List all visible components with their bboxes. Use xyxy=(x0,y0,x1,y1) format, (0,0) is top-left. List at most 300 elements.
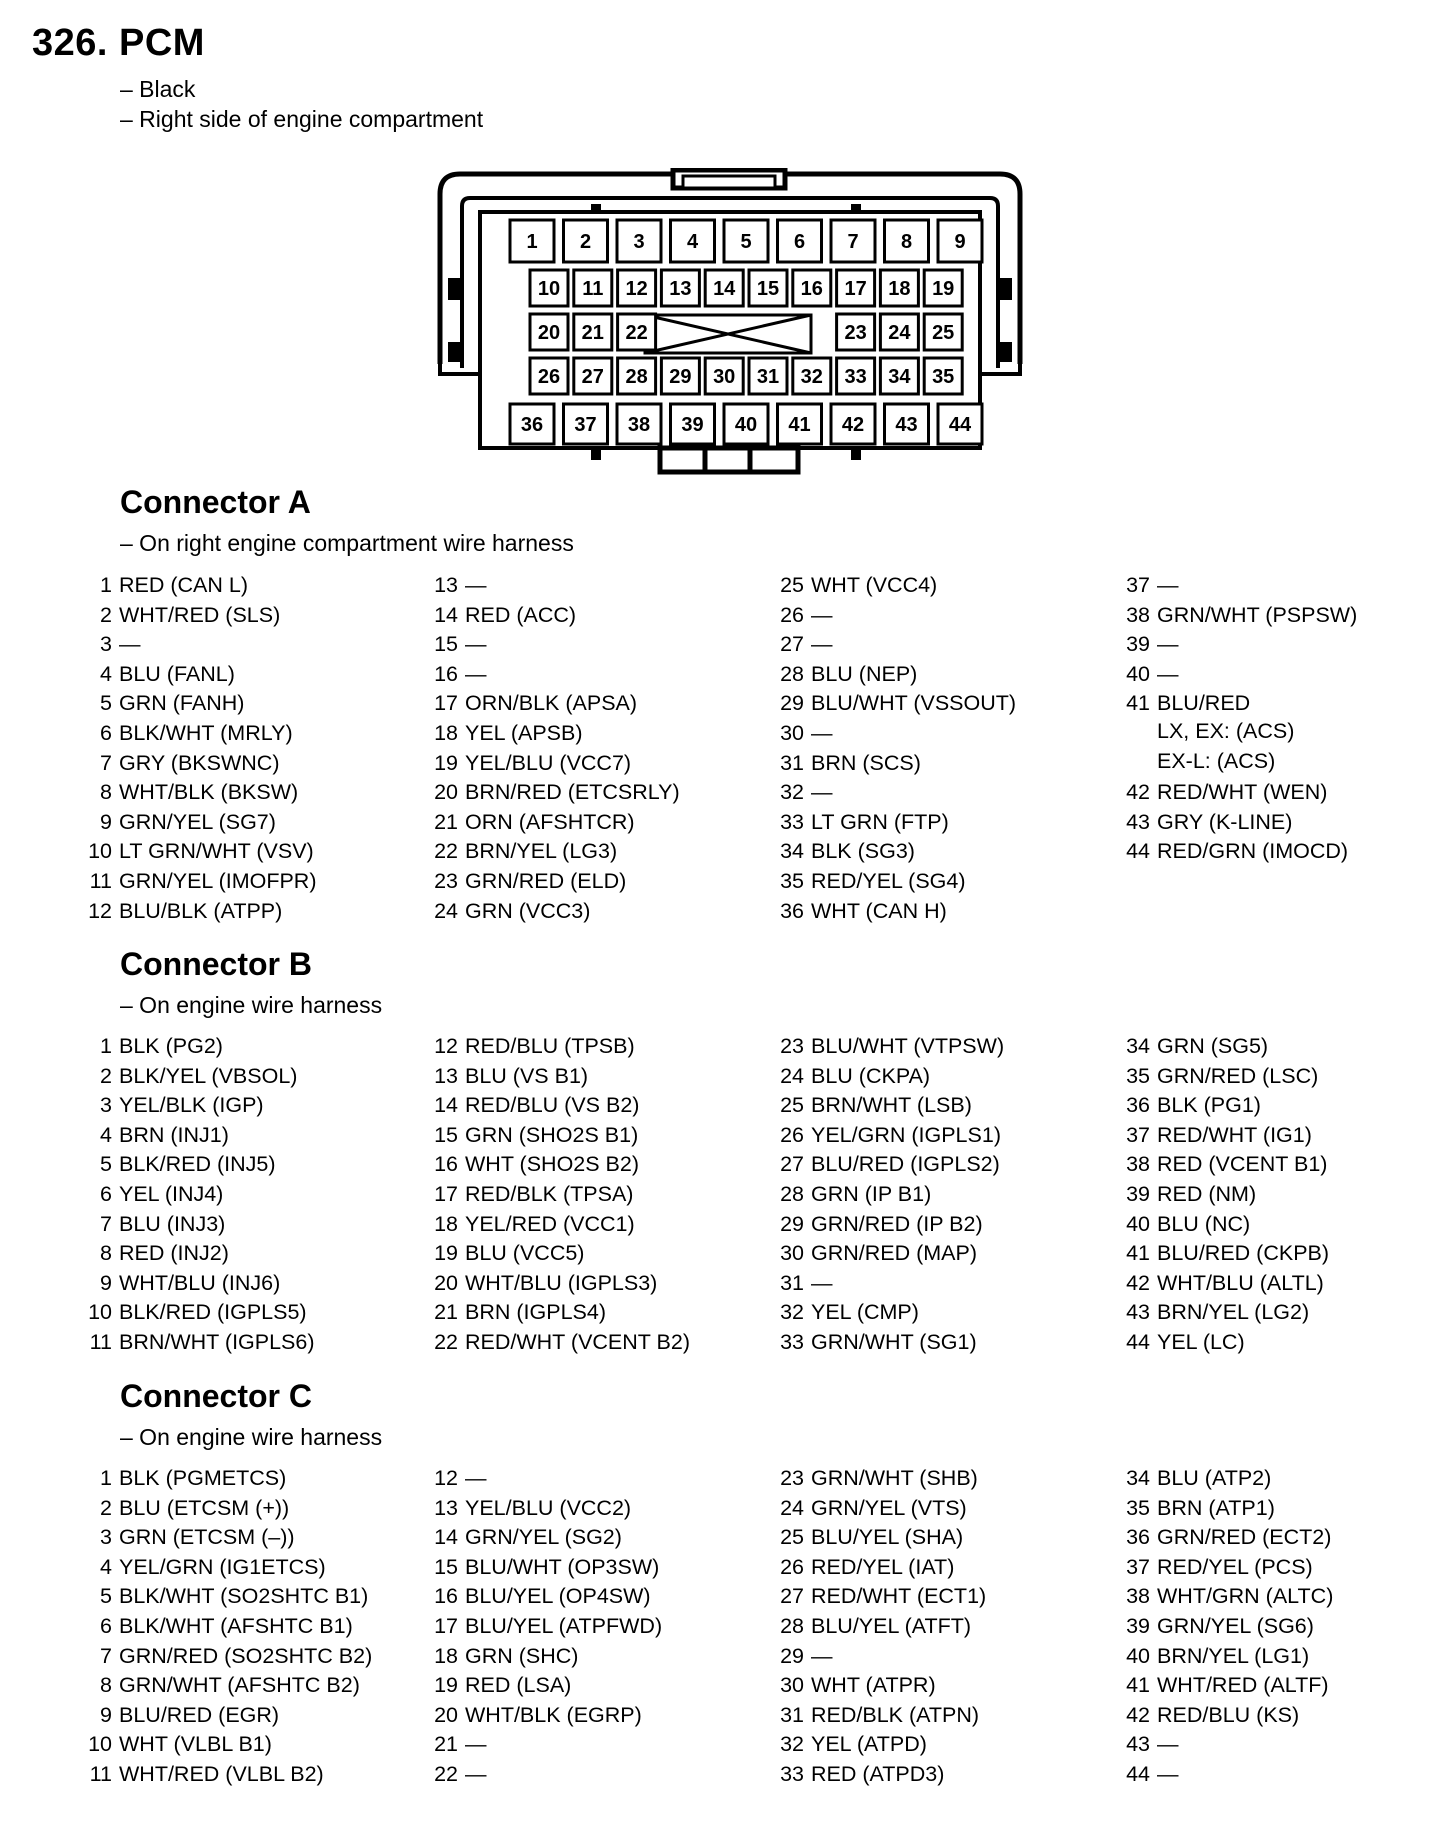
pin-row xyxy=(1112,1671,1374,1701)
pin-row xyxy=(74,1642,420,1672)
wire-label: RED (INJ2) xyxy=(119,1241,229,1266)
pin-row xyxy=(766,719,1112,749)
pin-row xyxy=(766,867,1112,897)
pin-number: 28 xyxy=(780,1613,804,1638)
wire-label: WHT (VCC4) xyxy=(811,573,938,597)
pin-row xyxy=(420,1091,766,1121)
wire-label: RED (ACC) xyxy=(465,602,577,627)
wire-label: — xyxy=(811,720,833,745)
wire-label: — xyxy=(811,1643,833,1668)
pin-cell xyxy=(793,270,831,306)
pin-number: 17 xyxy=(434,1181,458,1206)
pin-row xyxy=(766,1671,1112,1701)
pin-number: 24 xyxy=(434,898,458,923)
wire-label: YEL (INJ4) xyxy=(119,1181,224,1206)
pin-row xyxy=(74,719,420,749)
pin-cell xyxy=(671,404,715,444)
pin-number: 29 xyxy=(780,691,804,716)
pin-row xyxy=(74,749,420,779)
pin-row xyxy=(766,808,1112,838)
pin-number: 22 xyxy=(434,1329,458,1354)
pin-number: 34 xyxy=(780,839,804,864)
pin-number: 27 xyxy=(780,1152,804,1177)
pin-number: 30 xyxy=(780,1241,804,1266)
pin-row xyxy=(1112,1642,1374,1672)
wire-label: BLK/YEL (VBSOL) xyxy=(119,1063,298,1088)
pin-row xyxy=(420,1239,766,1269)
pin-row xyxy=(1112,630,1374,660)
wire-label: GRN/YEL (IMOFPR) xyxy=(119,868,317,893)
wire-label: WHT/BLU (IGPLS3) xyxy=(465,1270,658,1295)
svg-text:17: 17 xyxy=(844,278,867,300)
wire-label: WHT/BLK (EGRP) xyxy=(465,1702,642,1727)
wire-label: BLU/RED (EGR) xyxy=(119,1702,280,1727)
pin-cell xyxy=(564,220,608,262)
pin-cell xyxy=(885,220,929,262)
pin-number: 3 xyxy=(100,1093,112,1118)
connector-b-pin-list xyxy=(74,1032,1374,1358)
wire-label: WHT/RED (SLS) xyxy=(119,602,281,627)
wire-label: RED/WHT (ECT1) xyxy=(811,1584,987,1609)
pin-row xyxy=(74,1150,420,1180)
pin-row-continuation xyxy=(1112,719,1374,749)
pin-cell xyxy=(661,358,699,394)
pin-row xyxy=(420,1032,766,1062)
connector-a-subtitle: – On right engine compartment wire harness xyxy=(120,530,574,556)
pin-number: 39 xyxy=(1126,1181,1150,1206)
pin-row xyxy=(1112,1121,1374,1151)
pin-number: 10 xyxy=(88,1300,112,1325)
pin-number: 30 xyxy=(780,720,804,745)
svg-text:5: 5 xyxy=(740,231,752,253)
pin-row xyxy=(1112,1269,1374,1299)
pin-cell xyxy=(938,220,982,262)
pin-row xyxy=(766,1150,1112,1180)
pin-number: 39 xyxy=(1126,632,1150,657)
pin-row xyxy=(420,1494,766,1524)
wire-label: BLU/WHT (VTPSW) xyxy=(811,1034,1005,1058)
pin-row xyxy=(1112,601,1374,631)
wire-label: GRN/YEL (SG6) xyxy=(1157,1613,1314,1638)
connector-b-title: Connector B xyxy=(120,946,312,982)
svg-text:22: 22 xyxy=(625,322,648,344)
pin-row xyxy=(420,1760,766,1790)
wire-label: RED/YEL (SG4) xyxy=(811,868,966,893)
wire-label: GRY (BKSWNC) xyxy=(119,750,280,775)
svg-text:32: 32 xyxy=(800,366,823,388)
wire-label: BLU/BLK (ATPP) xyxy=(119,898,283,923)
pin-row xyxy=(74,1760,420,1790)
pin-row xyxy=(1112,1298,1374,1328)
pin-row xyxy=(420,837,766,867)
pin-row xyxy=(420,1730,766,1760)
pin-number: 26 xyxy=(780,602,804,627)
pin-row xyxy=(74,660,420,690)
wire-label: — xyxy=(811,602,833,627)
pin-row xyxy=(766,749,1112,779)
pin-number: 36 xyxy=(1126,1093,1150,1118)
wire-label: YEL/GRN (IG1ETCS) xyxy=(119,1554,326,1579)
wire-label: BLU (NC) xyxy=(1157,1211,1251,1236)
pin-number: 1 xyxy=(100,1034,112,1058)
pin-row xyxy=(74,1730,420,1760)
wire-label: BLK/RED (IGPLS5) xyxy=(119,1300,307,1325)
pin-row xyxy=(420,660,766,690)
pin-row xyxy=(420,601,766,631)
pin-number: 7 xyxy=(100,1643,112,1668)
pin-row xyxy=(1112,1062,1374,1092)
pin-row xyxy=(766,630,1112,660)
svg-text:33: 33 xyxy=(844,366,867,388)
wire-label: GRN/WHT (PSPSW) xyxy=(1157,602,1358,627)
pin-number: 18 xyxy=(434,1643,458,1668)
pin-cell xyxy=(924,358,962,394)
wire-label: — xyxy=(465,573,487,597)
pin-row xyxy=(766,1239,1112,1269)
pin-row xyxy=(420,571,766,601)
pin-row xyxy=(420,719,766,749)
pin-row xyxy=(74,1671,420,1701)
wire-label: BLU/YEL (SHA) xyxy=(811,1525,964,1550)
pin-number: 42 xyxy=(1126,1270,1150,1295)
pin-number: 40 xyxy=(1126,1643,1150,1668)
svg-text:19: 19 xyxy=(932,278,955,300)
pin-number: 12 xyxy=(434,1034,458,1058)
wire-label: BLU (CKPA) xyxy=(811,1063,931,1088)
wire-label: GRN/RED (IP B2) xyxy=(811,1211,983,1236)
pin-number: 28 xyxy=(780,1181,804,1206)
connector-a-pin-list xyxy=(74,571,1374,926)
wire-label: GRN (VCC3) xyxy=(465,898,591,923)
pin-number: 17 xyxy=(434,1613,458,1638)
wire-variant-label: LX, EX: (ACS) xyxy=(1157,718,1295,743)
wire-label: BLU/RED (IGPLS2) xyxy=(811,1152,1000,1177)
svg-text:39: 39 xyxy=(681,414,704,436)
pin-number: 14 xyxy=(434,1093,458,1118)
wire-label: WHT/RED (ALTF) xyxy=(1157,1673,1329,1698)
pin-number: 31 xyxy=(780,1270,804,1295)
pin-row xyxy=(74,1612,420,1642)
wire-label: RED/GRN (IMOCD) xyxy=(1157,839,1349,864)
pin-row xyxy=(1112,1150,1374,1180)
pin-number: 21 xyxy=(434,809,458,834)
wire-label: BLK/WHT (AFSHTC B1) xyxy=(119,1613,353,1638)
wire-label: BLU (ATP2) xyxy=(1157,1466,1272,1490)
pin-number: 1 xyxy=(100,573,112,597)
pin-row xyxy=(420,1210,766,1240)
svg-text:26: 26 xyxy=(537,366,561,388)
pin-row xyxy=(420,1671,766,1701)
wire-label: BLU (VCC5) xyxy=(465,1241,585,1266)
pin-cell xyxy=(778,220,822,262)
pin-cell xyxy=(885,404,929,444)
wire-label: — xyxy=(119,632,141,657)
pin-cell xyxy=(880,358,918,394)
pin-number: 27 xyxy=(780,632,804,657)
wire-label: GRN/WHT (AFSHTC B2) xyxy=(119,1673,360,1698)
wire-label: RED/YEL (IAT) xyxy=(811,1554,955,1579)
pin-row xyxy=(766,1121,1112,1151)
pin-cell xyxy=(564,404,608,444)
pin-row xyxy=(766,1210,1112,1240)
pin-row xyxy=(420,897,766,927)
pin-cell xyxy=(924,314,962,350)
pin-number: 14 xyxy=(434,602,458,627)
wire-label: YEL (ATPD) xyxy=(811,1732,927,1757)
svg-text:12: 12 xyxy=(625,278,648,300)
pin-row xyxy=(766,1180,1112,1210)
pin-row xyxy=(766,1032,1112,1062)
svg-text:13: 13 xyxy=(669,278,692,300)
pin-number: 10 xyxy=(88,1732,112,1757)
wire-variant-label: EX-L: (ACS) xyxy=(1157,748,1276,773)
wire-label: GRN/YEL (SG2) xyxy=(465,1525,622,1550)
wire-label: — xyxy=(465,632,487,657)
pin-cell xyxy=(705,358,743,394)
wire-label: RED/BLK (TPSA) xyxy=(465,1181,634,1206)
connector-c-pin-list xyxy=(74,1464,1374,1790)
svg-text:15: 15 xyxy=(756,278,780,300)
connector-c-title: Connector C xyxy=(120,1378,312,1414)
pin-row xyxy=(420,689,766,719)
pin-row xyxy=(74,778,420,808)
wire-label: BLU/YEL (ATPFWD) xyxy=(465,1613,663,1638)
wire-label: WHT/GRN (ALTC) xyxy=(1157,1584,1334,1609)
wire-label: WHT (ATPR) xyxy=(811,1673,936,1698)
pin-number: 41 xyxy=(1126,691,1150,716)
wire-label: BLU/RED xyxy=(1157,691,1251,716)
pin-row xyxy=(420,1180,766,1210)
pin-number: 6 xyxy=(100,1181,112,1206)
svg-text:43: 43 xyxy=(895,414,918,436)
pin-number: 33 xyxy=(780,809,804,834)
pin-row xyxy=(1112,1494,1374,1524)
pin-row xyxy=(766,1730,1112,1760)
pin-cell xyxy=(661,270,699,306)
pin-number: 10 xyxy=(88,839,112,864)
pin-number: 24 xyxy=(780,1063,804,1088)
pin-number: 11 xyxy=(89,1329,112,1354)
pin-number: 33 xyxy=(780,1329,804,1354)
color-line: – Black xyxy=(120,76,196,102)
pin-row xyxy=(74,689,420,719)
pin-number: 13 xyxy=(434,1495,458,1520)
wire-label: LT GRN/WHT (VSV) xyxy=(119,839,314,864)
wire-label: GRN (IP B1) xyxy=(811,1181,932,1206)
pin-number: 5 xyxy=(100,691,112,716)
pin-number: 2 xyxy=(100,602,112,627)
pin-cell xyxy=(778,404,822,444)
pin-number: 44 xyxy=(1126,1329,1150,1354)
connector-c-subtitle: – On engine wire harness xyxy=(120,1424,383,1450)
pin-number: 23 xyxy=(434,868,458,893)
pin-number: 5 xyxy=(100,1584,112,1609)
pin-row xyxy=(420,1328,766,1358)
pin-row xyxy=(1112,1210,1374,1240)
pin-number: 40 xyxy=(1126,661,1150,686)
pin-cell xyxy=(880,314,918,350)
pin-number: 26 xyxy=(780,1122,804,1147)
wire-label: GRN (SHC) xyxy=(465,1643,579,1668)
wire-label: BLK/WHT (MRLY) xyxy=(119,720,293,745)
pin-row xyxy=(74,1062,420,1092)
pin-cell xyxy=(924,270,962,306)
pin-number: 27 xyxy=(780,1584,804,1609)
pin-number: 13 xyxy=(434,1063,458,1088)
pin-row xyxy=(1112,660,1374,690)
pin-row xyxy=(74,1121,420,1151)
pin-row xyxy=(420,1582,766,1612)
pin-row xyxy=(1112,1464,1374,1494)
wire-label: — xyxy=(1157,573,1179,597)
pin-number: 1 xyxy=(100,1466,112,1490)
wire-label: RED (VCENT B1) xyxy=(1157,1152,1328,1177)
pin-number: 20 xyxy=(434,1702,458,1727)
pin-cell xyxy=(530,358,568,394)
wire-label: RED/WHT (WEN) xyxy=(1157,780,1328,805)
pin-number: 19 xyxy=(434,1241,458,1266)
svg-text:14: 14 xyxy=(713,278,736,300)
wire-label: BLU (NEP) xyxy=(811,661,918,686)
pin-number: 15 xyxy=(434,632,458,657)
pin-number: 35 xyxy=(1126,1495,1150,1520)
pin-cell xyxy=(793,358,831,394)
wire-label: BLK/RED (INJ5) xyxy=(119,1152,276,1177)
pin-number: 2 xyxy=(100,1495,112,1520)
wire-label: ORN (AFSHTCR) xyxy=(465,809,635,834)
svg-text:7: 7 xyxy=(847,231,859,253)
svg-text:18: 18 xyxy=(888,278,911,300)
svg-text:36: 36 xyxy=(520,414,544,436)
pin-number: 38 xyxy=(1126,1152,1150,1177)
pin-cell xyxy=(530,314,568,350)
svg-text:27: 27 xyxy=(581,366,604,388)
pin-row xyxy=(766,1701,1112,1731)
pin-row xyxy=(74,837,420,867)
svg-text:23: 23 xyxy=(844,322,867,344)
wire-label: GRN/WHT (SG1) xyxy=(811,1329,977,1354)
wire-label: BRN/YEL (LG1) xyxy=(1157,1643,1310,1668)
wire-label: GRN/RED (SO2SHTC B2) xyxy=(119,1643,373,1668)
wire-label: BLU (ETCSM (+)) xyxy=(119,1495,290,1520)
wire-label: RED/WHT (VCENT B2) xyxy=(465,1329,690,1354)
pin-number: 18 xyxy=(434,720,458,745)
svg-text:38: 38 xyxy=(627,414,651,436)
pin-number: 12 xyxy=(88,898,112,923)
connector-b-subtitle: – On engine wire harness xyxy=(120,992,383,1018)
pin-number: 39 xyxy=(1126,1613,1150,1638)
wire-label: YEL (APSB) xyxy=(465,720,583,745)
wire-label: GRN (FANH) xyxy=(119,691,245,716)
pin-number: 33 xyxy=(780,1761,804,1786)
svg-text:20: 20 xyxy=(537,322,561,344)
pin-number: 28 xyxy=(780,661,804,686)
pin-number: 25 xyxy=(780,1525,804,1550)
pin-number: 32 xyxy=(780,1732,804,1757)
pin-number: 19 xyxy=(434,750,458,775)
pin-row xyxy=(766,689,1112,719)
pin-row xyxy=(766,837,1112,867)
pin-number: 3 xyxy=(100,1525,112,1550)
pin-row xyxy=(766,1523,1112,1553)
pin-number: 15 xyxy=(434,1122,458,1147)
pin-row xyxy=(74,571,420,601)
pin-row xyxy=(420,778,766,808)
wire-label: BLU (INJ3) xyxy=(119,1211,226,1236)
pin-cell xyxy=(574,358,612,394)
wire-label: RED (ATPD3) xyxy=(811,1761,945,1786)
svg-text:29: 29 xyxy=(669,366,692,388)
svg-text:4: 4 xyxy=(686,231,699,253)
wire-label: BLU/RED (CKPB) xyxy=(1157,1241,1330,1266)
pin-row xyxy=(420,1701,766,1731)
wire-label: ORN/BLK (APSA) xyxy=(465,691,638,716)
pin-number: 36 xyxy=(780,898,804,923)
pin-row xyxy=(420,1553,766,1583)
svg-text:25: 25 xyxy=(932,322,955,344)
pin-number: 5 xyxy=(100,1152,112,1177)
wire-label: WHT (VLBL B1) xyxy=(119,1732,272,1757)
pin-row xyxy=(766,1328,1112,1358)
svg-text:6: 6 xyxy=(793,231,806,253)
pin-row xyxy=(1112,1760,1374,1790)
pin-row xyxy=(766,1494,1112,1524)
pin-number: 30 xyxy=(780,1673,804,1698)
pin-cell xyxy=(880,270,918,306)
wire-label: BRN/WHT (LSB) xyxy=(811,1093,972,1118)
pin-row xyxy=(420,1612,766,1642)
pin-row xyxy=(420,1523,766,1553)
pin-number: 35 xyxy=(1126,1063,1150,1088)
pin-cell xyxy=(938,404,982,444)
pin-number: 3 xyxy=(100,632,112,657)
pin-number: 20 xyxy=(434,1270,458,1295)
pin-row xyxy=(74,1091,420,1121)
connector-diagram xyxy=(430,168,1030,478)
svg-text:40: 40 xyxy=(734,414,758,436)
wire-label: — xyxy=(1157,632,1179,657)
pin-number: 34 xyxy=(1126,1466,1150,1490)
wire-label: WHT/RED (VLBL B2) xyxy=(119,1761,324,1786)
page-title: 326. PCM xyxy=(32,22,205,64)
pin-number: 24 xyxy=(780,1495,804,1520)
pin-number: 16 xyxy=(434,1584,458,1609)
wire-label: WHT/BLU (ALTL) xyxy=(1157,1270,1324,1295)
wire-label: RED (CAN L) xyxy=(119,573,249,597)
pin-cell xyxy=(618,270,656,306)
svg-text:10: 10 xyxy=(537,278,561,300)
pin-row xyxy=(420,1269,766,1299)
svg-text:37: 37 xyxy=(574,414,597,436)
pin-cell xyxy=(831,220,875,262)
pin-number: 14 xyxy=(434,1525,458,1550)
svg-text:34: 34 xyxy=(888,366,911,388)
wire-label: BRN (IGPLS4) xyxy=(465,1300,606,1325)
pin-number: 42 xyxy=(1126,1702,1150,1727)
wire-label: GRN (SG5) xyxy=(1157,1034,1269,1058)
wire-label: BLU/WHT (VSSOUT) xyxy=(811,691,1017,716)
pin-row xyxy=(74,630,420,660)
pin-row xyxy=(766,1464,1112,1494)
svg-text:21: 21 xyxy=(581,322,604,344)
svg-text:44: 44 xyxy=(948,414,972,436)
pin-cell xyxy=(510,220,554,262)
pin-number: 16 xyxy=(434,1152,458,1177)
pin-cell xyxy=(705,270,743,306)
pin-row xyxy=(766,1582,1112,1612)
pin-number: 31 xyxy=(780,750,804,775)
pin-cell xyxy=(618,314,656,350)
